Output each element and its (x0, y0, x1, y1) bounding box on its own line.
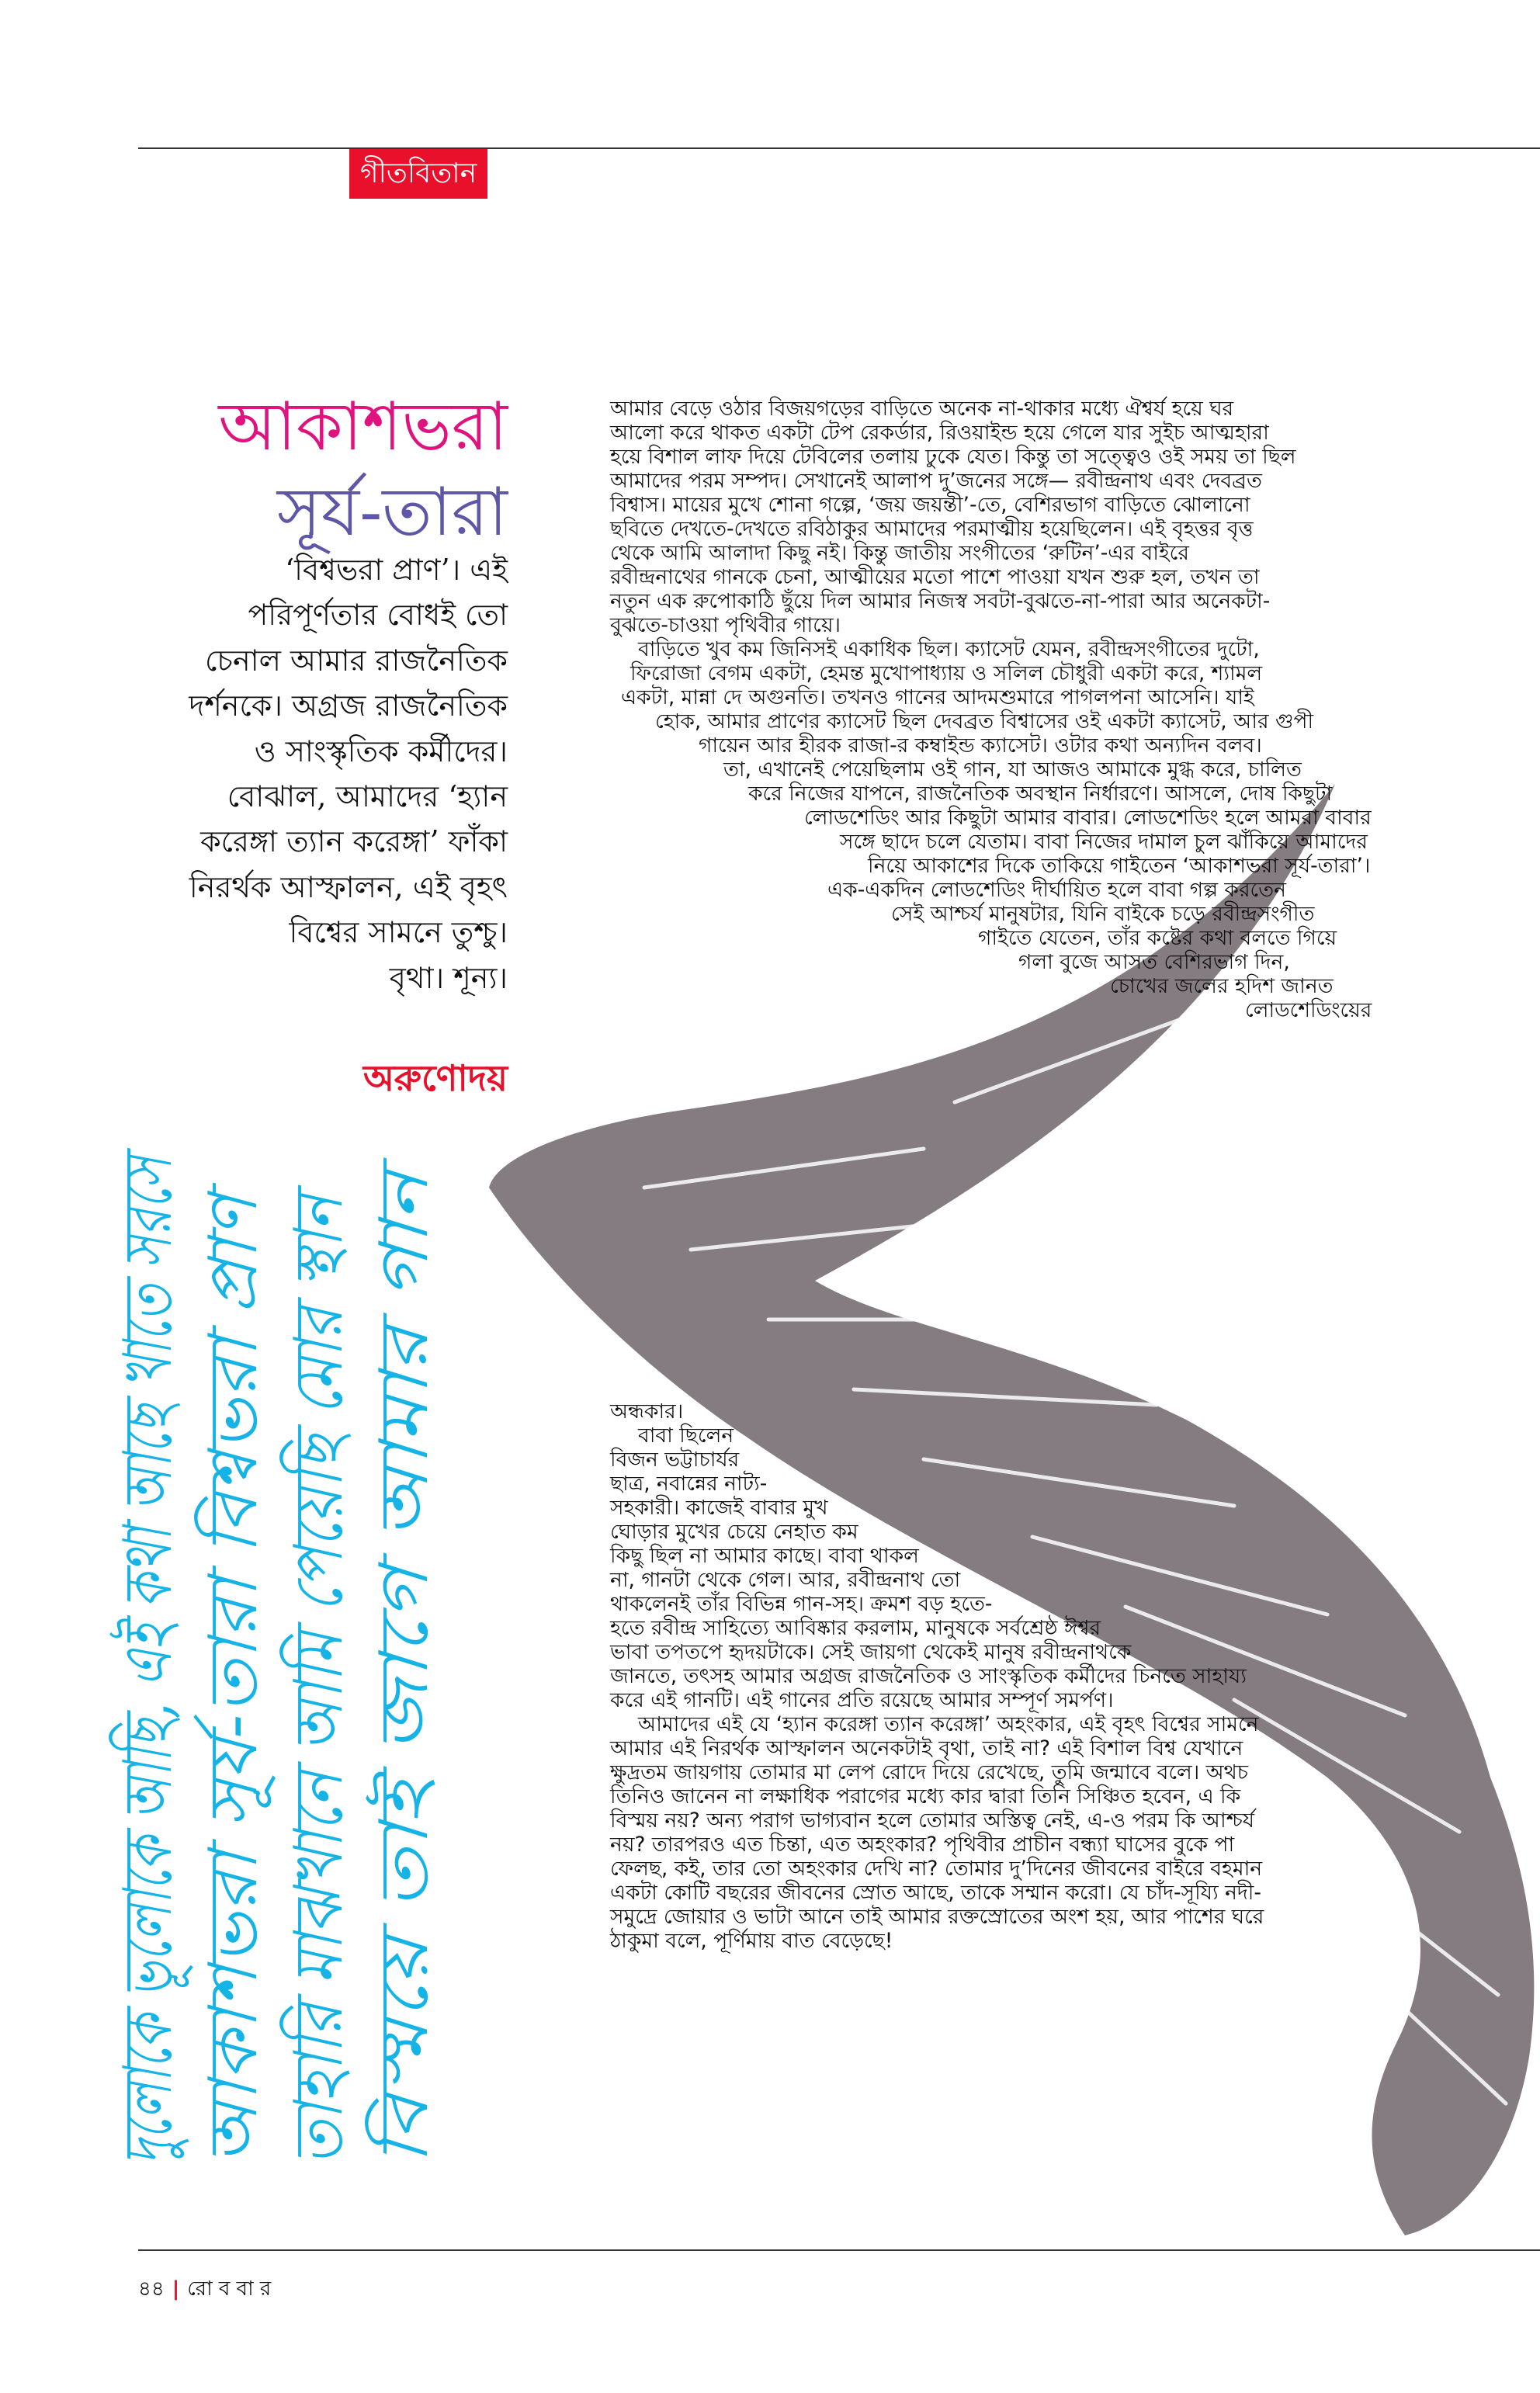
standfirst-line: চেনাল আমার রাজনৈতিক (205, 643, 508, 678)
body-line: একটা কোটি বছরের জীবনের স্রোত আছে, তাকে সম্মান করো। যে চাঁদ-সূয্যি নদী- (610, 1881, 1261, 1905)
body-line: সঙ্গে ছাদে চলে যেতাম। বাবা নিজের দামাল চুল ঝাঁকিয়ে আমাদের (840, 830, 1368, 854)
body-line: ছবিতে দেখতে-দেখতে রবিঠাকুর আমাদের পরমাত্মীয় হয়েছিলেন। এই বৃহত্তর বৃত্ত (610, 517, 1254, 541)
body-line: আলো করে থাকত একটা টেপ রেকর্ডার, রিওয়াইন্ড হয়ে গেলে যার সুইচ আত্মহারা (610, 421, 1269, 445)
body-line: ভাবা তপতপে হৃদয়টাকে। সেই জায়গা থেকেই মানুষ রবীন্দ্রনাথকে (610, 1640, 1132, 1664)
body-line: ফেলছ, কই, তার তো অহংকার দেখি না? তোমার দু’দিনের জীবনের বাইরে বহমান (610, 1857, 1263, 1881)
body-line: আমার বেড়ে ওঠার বিজয়গড়ের বাড়িতে অনেক না-থাকার মধ্যে ঐশ্বর্য হয়ে ঘর (610, 397, 1234, 421)
body-line: তা, এখানেই পেয়েছিলাম ওই গান, যা আজও আমাকে মুগ্ধ করে, চালিত (723, 758, 1302, 782)
body-line: হোক, আমার প্রাণের ক্যাসেট ছিল দেবব্রত বিশ্বাসের ওই একটা ক্যাসেট, আর গুপী (655, 709, 1314, 734)
body-line: লোডশেডিংয়ের (1245, 998, 1372, 1022)
page-number: ৪৪ (138, 2277, 165, 2301)
bottom-rule (138, 2249, 1540, 2251)
body-line: ছাত্র, নবান্নের নাট্য- (610, 1472, 768, 1496)
body-line: বাবা ছিলেন (638, 1424, 734, 1448)
body-line: অন্ধকার। (610, 1399, 684, 1424)
section-tag: গীতবিতান (349, 149, 487, 199)
standfirst-line: বৃথা। শূন্য। (389, 960, 508, 995)
standfirst-line: দর্শনকে। অগ্রজ রাজনৈতিক (189, 688, 508, 723)
handwriting-line: আকাশভরা সূর্য-তারা বিশ্বভরা প্রাণ (195, 1272, 272, 2166)
handwriting-line: বিস্ময়ে তাই জাগে আমার গান (366, 1370, 443, 2166)
body-line: সেই আশ্চর্য মানুষটার, যিনি বাইকে চড়ে রবীন্দ্রসংগীত (891, 902, 1315, 926)
body-line: নতুন এক রুপোকাঠি ছুঁয়ে দিল আমার নিজস্ব সবটা-বুঝতে-না-পারা আর অনেকটা- (610, 589, 1271, 613)
standfirst-line: পরিপূর্ণতার বোধই তো (248, 598, 508, 633)
standfirst (132, 547, 508, 1001)
body-line: সহকারী। কাজেই বাবার মুখ (610, 1496, 828, 1520)
body-line: ক্ষুদ্রতম জায়গায় তোমার মা লেপ রোদে দিয়ে রেখেছে, তুমি জন্মাবে বলে। অথচ (610, 1760, 1249, 1784)
body-line: না, গানটা থেকে গেল। আর, রবীন্দ্রনাথ তো (610, 1568, 961, 1592)
body-line: বুঝতে-চাওয়া পৃথিবীর গায়ে। (610, 613, 841, 637)
standfirst-line: বোঝাল, আমাদের ‘হ্যান (227, 779, 508, 814)
standfirst-line: করেঙ্গা ত্যান করেঙ্গা’ ফাঁকা (200, 824, 508, 859)
body-line: বিস্ময় নয়? অন্য পরাগ ভাগ্যবান হলে তোমার অস্তিত্ব নেই, এ-ও পরম কি আশ্চর্য (610, 1809, 1254, 1833)
folio (138, 2273, 271, 2307)
byline: অরুণোদয় (362, 1057, 508, 1099)
body-line: একটা, মান্না দে অগুনতি। তখনও গানের আদমশুমারে পাগলপনা আসেনি। যাই (621, 685, 1254, 709)
folio-separator: | (172, 2277, 180, 2301)
body-line: চোখের জলের হদিশ জানত (1110, 974, 1334, 998)
body-line: রবীন্দ্রনাথের গানকে চেনা, আত্মীয়ের মতো পাশে পাওয়া যখন শুরু হল, তখন তা (610, 565, 1260, 589)
body-line: ঠাকুমা বলে, পূর্ণিমায় বাত বেড়েছে! (610, 1929, 893, 1953)
standfirst-line: ও সাংস্কৃতিক কর্মীদের। (254, 734, 508, 768)
body-line: ঘোড়ার মুখের চেয়ে নেহাত কম (610, 1520, 858, 1544)
body-line: সমুদ্রে জোয়ার ও ভাটা আনে তাই আমার রক্তস্রোতের অংশ হয়, আর পাশের ঘরে (610, 1905, 1264, 1929)
body-line: বিশ্বাস। মায়ের মুখে শোনা গল্পে, ‘জয় জয়ন্তী’-তে, বেশিরভাগ বাড়িতে ঝোলানো (610, 493, 1250, 517)
body-line: থেকে আমি আলাদা কিছু নই। কিন্তু জাতীয় সংগীতের ‘রুটিন’-এর বাইরে (610, 541, 1189, 565)
headline (218, 384, 508, 555)
body-line: বাড়িতে খুব কম জিনিসই একাধিক ছিল। ক্যাসেট যেমন, রবীন্দ্রসংগীতের দুটো, (638, 637, 1260, 661)
top-rule (138, 147, 1540, 149)
body-line: করে নিজের যাপনে, রাজনৈতিক অবস্থান নির্ধারণে। আসলে, দোষ কিছুটা (748, 782, 1333, 806)
body-line: আমাদের পরম সম্পদ। সেখানেই আলাপ দু’জনের সঙ্গে— রবীন্দ্রনাথ এবং দেবব্রত (610, 469, 1262, 493)
magazine-name: রো ব বা র (187, 2277, 272, 2301)
body-line: তিনিও জানেন না লক্ষাধিক পরাগের মধ্যে কার দ্বারা তিনি সিঞ্চিত হবেন, এ কি (610, 1784, 1241, 1809)
body-line: লোডশেডিং আর কিছুটা আমার বাবার। লোডশেডিং হলে আমরা বাবার (804, 806, 1372, 830)
body-line: হতে রবীন্দ্র সাহিত্যে আবিষ্কার করলাম, মানুষকে সর্বশ্রেষ্ঠ ঈশ্বর (610, 1616, 1101, 1640)
standfirst-line: ‘বিশ্বভরা প্রাণ’। এই (285, 553, 508, 587)
handwriting-line: দুলোকে ভূলোকে আছি, এই কথা আছে খাতে সরসে (109, 803, 187, 2166)
headline-line-2: সূর্য-তারা (276, 473, 508, 551)
body-line: গাইতে যেতেন, তাঁর কষ্টের কথা বলতে গিয়ে (978, 926, 1337, 950)
body-line: হয়ে বিশাল লাফ দিয়ে টেবিলের তলায় ঢুকে যেত। কিন্তু তা সত্ত্বেও ওই সময় তা ছিল (610, 445, 1296, 469)
body-line: গলা বুজে আসত বেশিরভাগ দিন, (1018, 950, 1290, 974)
body-line: জানতে, তৎসহ আমার অগ্রজ রাজনৈতিক ও সাংস্কৃতিক কর্মীদের চিনতে সাহায্য (610, 1664, 1247, 1688)
body-line: আমাদের এই যে ‘হ্যান করেঙ্গা ত্যান করেঙ্গা’ অহংকার, এই বৃহৎ বিশ্বের সামনে (638, 1712, 1259, 1736)
body-line: ফিরোজা বেগম একটা, হেমন্ত মুখোপাধ্যায় ও সলিল চৌধুরী একটা করে, শ্যামল (630, 661, 1263, 685)
body-line: নয়? তারপরও এত চিন্তা, এত অহংকার? পৃথিবীর প্রাচীন বন্ধ্যা ঘাসের বুকে পা (610, 1833, 1235, 1857)
body-line: গায়েন আর হীরক রাজা-র কম্বাইন্ড ক্যাসেট। ওটার কথা অন্যদিন বলব। (699, 734, 1262, 758)
body-line: থাকলেনই তাঁর বিভিন্ন গান-সহ। ক্রমশ বড় হতে- (610, 1592, 993, 1616)
body-line: করে এই গানটি। এই গানের প্রতি রয়েছে আমার সম্পূর্ণ সমর্পণ। (610, 1688, 1114, 1712)
headline-line-1: আকাশভরা (218, 388, 508, 466)
body-line: এক-একদিন লোডশেডিং দীর্ঘায়িত হলে বাবা গল্প করতেন (827, 878, 1286, 902)
standfirst-line: বিশ্বের সামনে তুশ্চু। (289, 915, 508, 950)
body-line: কিছু ছিল না আমার কাছে। বাবা থাকল (610, 1544, 919, 1568)
body-line: আমার এই নিরর্থক আস্ফালন অনেকটাই বৃথা, তাই না? এই বিশাল বিশ্ব যেখানে (610, 1736, 1243, 1760)
handwriting-line: তাহারি মাঝখানে আমি পেয়েছি মোর স্থান (280, 1087, 358, 2166)
standfirst-line: নিরর্থক আস্ফালন, এই বৃহৎ (189, 869, 508, 904)
body-line: নিয়ে আকাশের দিকে তাকিয়ে গাইতেন ‘আকাশভরা সূর্য-তারা’। (868, 854, 1371, 878)
body-line: বিজন ভট্টাচার্যর (610, 1448, 740, 1472)
